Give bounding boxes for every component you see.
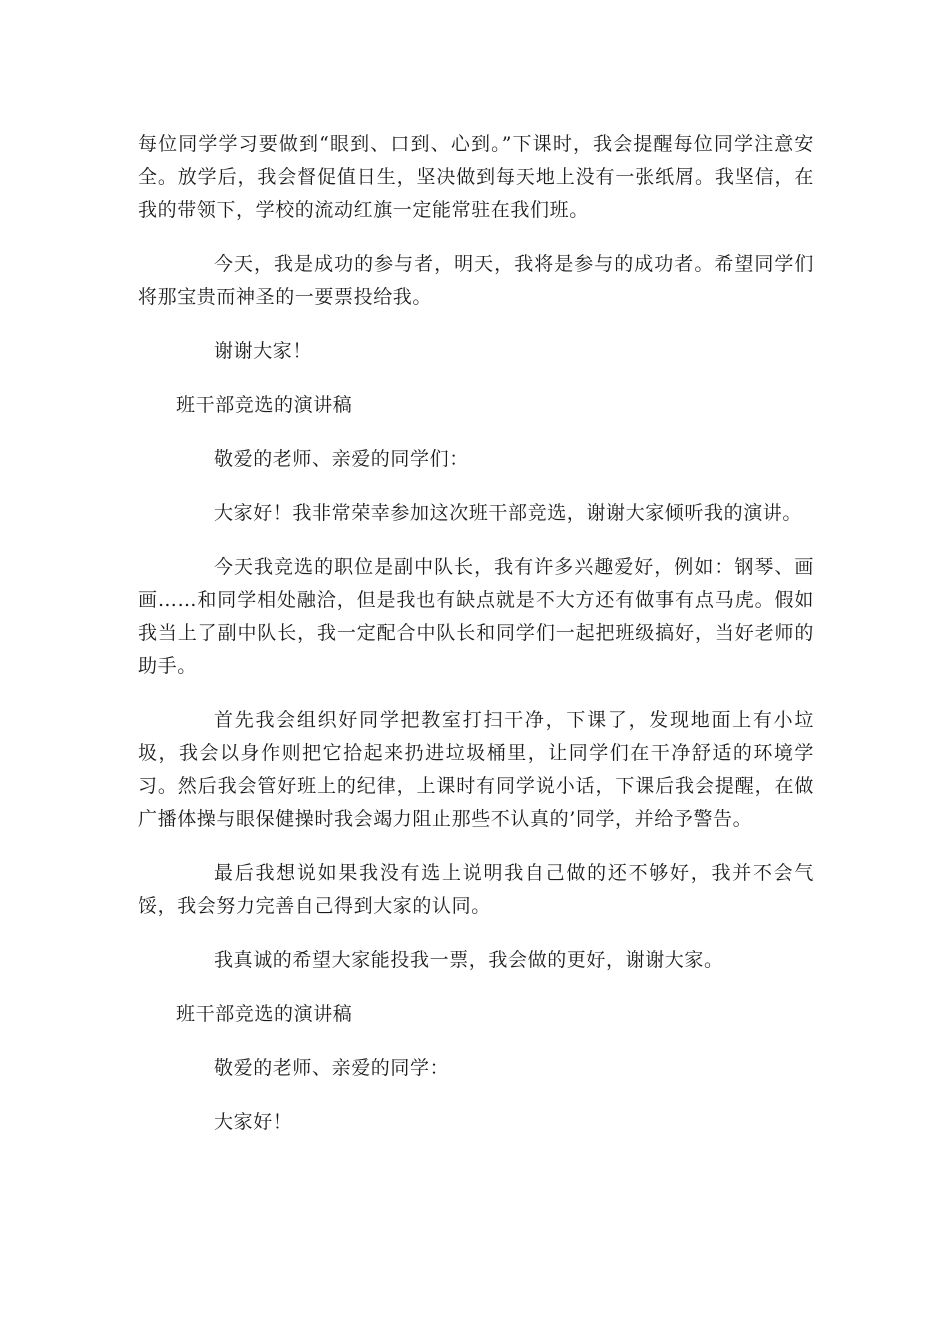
paragraph-6: 大家好！我非常荣幸参加这次班干部竞选，谢谢大家倾听我的演讲。 <box>214 502 803 524</box>
paragraph-7: 今天我竞选的职位是副中队长，我有许多兴趣爱好，例如：钢琴、画画……和同学相处融洽，但是我也有缺点就是不大方还有做事有点马虎。假如我当上了副中队长，我一定配合中队长和同学们一起把班级搞好，当好老师的助手。 <box>138 556 814 677</box>
salutation-2: 敬爱的老师、亲爱的同学： <box>214 1057 450 1079</box>
salutation-1: 敬爱的老师、亲爱的同学们： <box>214 448 469 470</box>
paragraph-8: 首先我会组织好同学把教室打扫干净，下课了，发现地面上有小垃圾，我会以身作则把它拾起来扔进垃圾桶里，让同学们在干净舒适的环境学习。然后我会管好班上的纪律，上课时有同学说小话，下课后我会提醒，在做广播体操与眼保健操时我会竭力阻止那些不认真的’同学，并给予警告。 <box>138 709 814 830</box>
paragraph-10: 我真诚的希望大家能投我一票，我会做的更好，谢谢大家。 <box>214 949 724 971</box>
section-title-2: 班干部竞选的演讲稿 <box>176 1003 353 1025</box>
paragraph-9: 最后我想说如果我没有选上说明我自己做的还不够好，我并不会气馁，我会努力完善自己得到大家的认同。 <box>138 862 814 917</box>
section-title-1: 班干部竞选的演讲稿 <box>176 394 353 416</box>
greeting: 大家好！ <box>214 1111 293 1133</box>
document-page <box>138 128 814 1139</box>
paragraph-3: 谢谢大家！ <box>214 340 313 362</box>
paragraph-2: 今天，我是成功的参与者，明天，我将是参与的成功者。希望同学们将那宝贵而神圣的一要票投给我。 <box>138 253 814 308</box>
paragraph-1: 每位同学学习要做到“眼到、口到、心到。”下课时，我会提醒每位同学注意安全。放学后，我会督促值日生，坚决做到每天地上没有一张纸屑。我坚信，在我的带领下，学校的流动红旗一定能常驻在我们班。 <box>138 133 814 221</box>
